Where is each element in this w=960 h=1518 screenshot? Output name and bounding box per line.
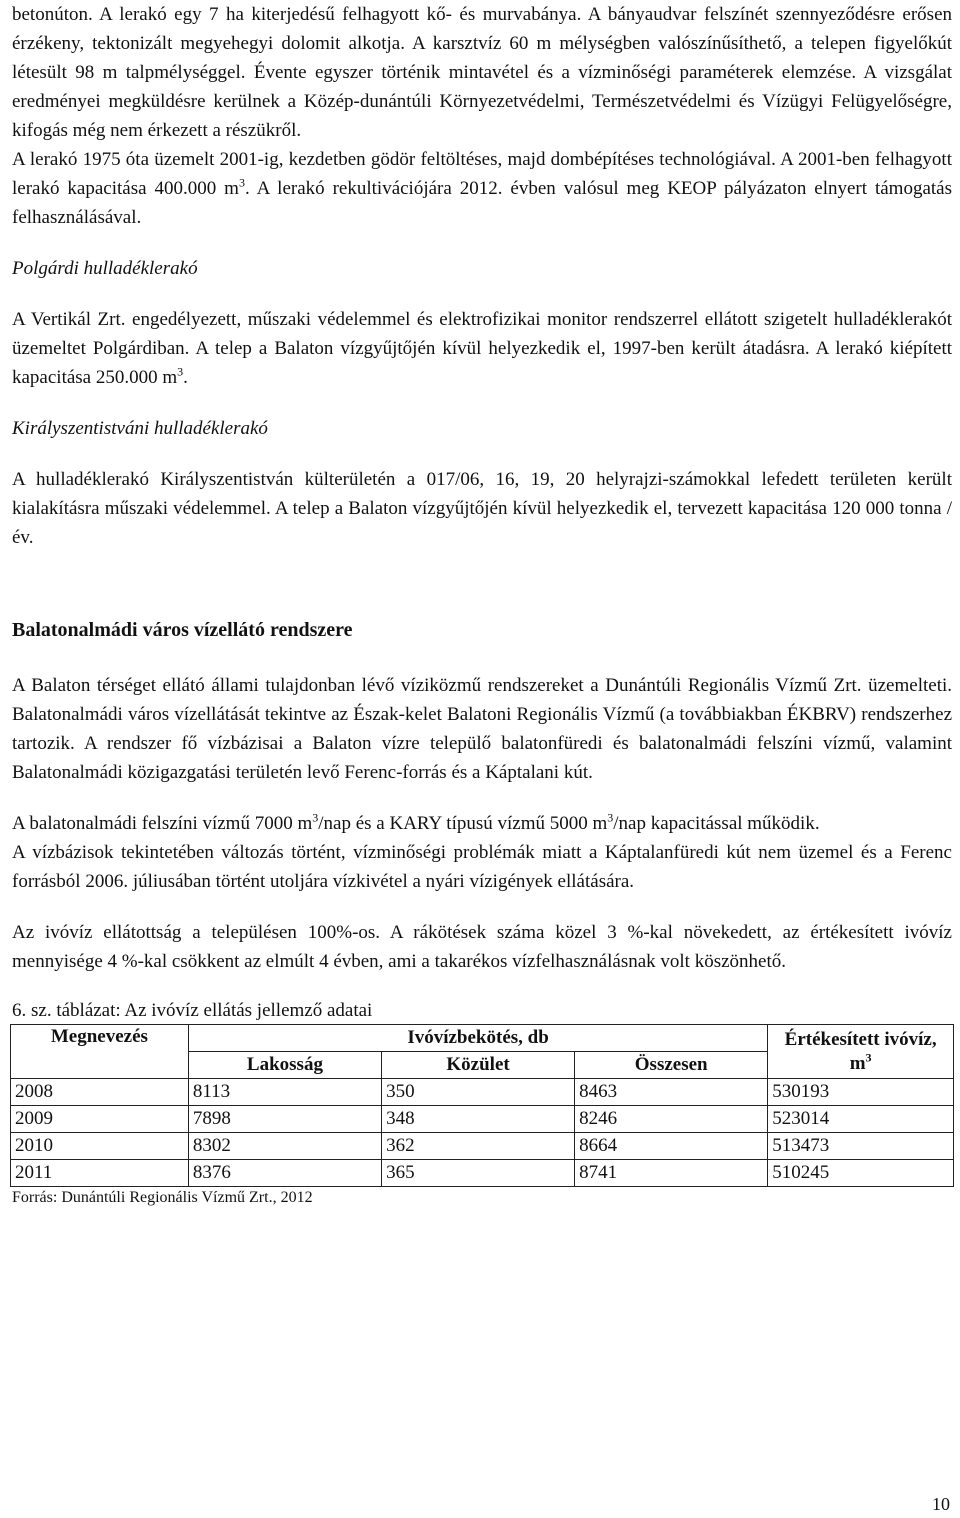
header-population: Lakosság [188,1052,381,1079]
cell-population: 8376 [188,1160,381,1187]
paragraph-supply: Az ivóvíz ellátottság a településen 100%-os. A rákötések száma közel 3 %-kal növekedett, az értékesített ivóvíz mennyisége 4 %-kal csökkent az elmúlt 4 évben, ami a takarékos vízfelhasználásnak volt köszönhető. [12,922,952,972]
header-sold [768,1025,954,1079]
paragraph-kiralyszentistvan: A hulladéklerakó Királyszentistván külterületén a 017/06, 16, 19, 20 helyrajzi-számokkal lefedett területen került kialakításra műszaki védelemmel. A telep a Balaton vízgyűjtőjén kívül helyezkedik el, tervezett kapacitása 120 000 tonna / év. [12,469,952,548]
table-header-row [11,1025,954,1052]
table-caption: 6. sz. táblázat: Az ivóvíz ellátás jellemző adatai [12,1000,373,1021]
page-number: 10 [932,1494,950,1514]
table-row [11,1106,954,1133]
cell-population: 8113 [188,1079,381,1106]
text: . A lerakó rekultivációjára 2012. évben valósul meg KEOP pályázaton elnyert támogatás felhasználásával. [12,178,952,228]
paragraph-landfill-intro: betonúton. A lerakó egy 7 ha kiterjedésű felhagyott kő- és murvabánya. A bányaudvar felszínét szennyeződésre erősen érzékeny, tektonizált megyehegyi dolomit alkotja. A karsztvíz 60 m mélységben valószínűsíthető, a telepen figyelőkút létesült 98 m talpmélységgel. Évente egyszer történik mintavétel és a vízminőségi paraméterek elemzése. A vizsgálat eredményei megküldésre kerülnek a Közép-dunántúli Környezetvédelmi, Természetvédelmi és Vízügyi Felügyelőségre, kifogás még nem érkezett a részükről. [12,4,952,141]
cell-population: 7898 [188,1106,381,1133]
cell-population: 8302 [188,1133,381,1160]
cell-year: 2008 [11,1079,189,1106]
header-name: Megnevezés [11,1025,189,1079]
document-page [12,0,952,1209]
cell-sold: 530193 [768,1079,954,1106]
text: . [183,367,188,388]
superscript: 3 [177,364,184,379]
cell-public: 362 [382,1133,575,1160]
cell-sold: 513473 [768,1133,954,1160]
table-row [11,1133,954,1160]
cell-total: 8246 [575,1106,768,1133]
cell-public: 350 [382,1079,575,1106]
header-total: Összesen [575,1052,768,1079]
cell-public: 365 [382,1160,575,1187]
subheading-polgardi: Polgárdi hulladéklerakó [12,258,198,279]
paragraph-capacity [12,809,952,838]
text: A balatonalmádi felszíni vízmű 7000 m [12,813,313,834]
cell-total: 8664 [575,1133,768,1160]
header-public: Közület [382,1052,575,1079]
superscript: 3 [238,175,245,190]
table-source: Forrás: Dunántúli Regionális Vízmű Zrt., 2012 [12,1189,313,1206]
cell-total: 8463 [575,1079,768,1106]
superscript: 3 [865,1050,872,1065]
cell-year: 2011 [11,1160,189,1187]
table-row [11,1079,954,1106]
section-heading: Balatonalmádi város vízellátó rendszere [12,619,353,641]
cell-year: 2009 [11,1106,189,1133]
text: Értékesített ivóvíz, m [784,1028,937,1074]
superscript: 3 [312,810,319,825]
cell-public: 348 [382,1106,575,1133]
text: /nap és a KARY típusú vízmű 5000 m [318,813,608,834]
cell-sold: 510245 [768,1160,954,1187]
subheading-kiralyszentistvan: Királyszentistváni hulladéklerakó [12,418,268,439]
cell-total: 8741 [575,1160,768,1187]
text: /nap kapacitással működik. [613,813,820,834]
header-connections: Ivóvízbekötés, db [188,1025,767,1052]
water-supply-table [10,1024,954,1187]
text: A Vertikál Zrt. engedélyezett, műszaki védelemmel és elektrofizikai monitor rendszerrel ellátott szigetelt hulladéklerakót üzemeltet Polgárdiban. A telep a Balaton vízgyűjtőjén kívül helyezkedik el, 1997-ben került átadásra. A lerakó kiépített kapacitása 250.000 m [12,309,952,388]
paragraph-water-sources: A vízbázisok tekintetében változás történt, vízminőségi problémák miatt a Káptalanfüredi kút nem üzemel és a Ferenc forrásból 2006. júliusában történt utoljára vízkivétel a nyári vízigények ellátására. [12,842,952,892]
paragraph-water-system: A Balaton térséget ellátó állami tulajdonban lévő víziközmű rendszereket a Dunántúli Regionális Vízmű Zrt. üzemelteti. Balatonalmádi város vízellátását tekintve az Észak-kelet Balatoni Regionális Vízmű (a továbbiakban ÉKBRV) rendszerhez tartozik. A rendszer fő vízbázisai a Balaton vízre települő balatonfüredi és balatonalmádi felszíni vízmű, valamint Balatonalmádi közigazgatási területén levő Ferenc-forrás és a Káptalani kút. [12,675,952,783]
cell-year: 2010 [11,1133,189,1160]
table-row [11,1160,954,1187]
text: A lerakó 1975 óta üzemelt 2001-ig, kezdetben gödör feltöltéses, majd dombépítéses technológiával. A 2001-ben felhagyott lerakó kapacitása 400.000 m [12,149,952,199]
cell-sold: 523014 [768,1106,954,1133]
superscript: 3 [607,810,614,825]
paragraph-landfill-capacity [12,145,952,232]
paragraph-polgardi [12,305,952,392]
